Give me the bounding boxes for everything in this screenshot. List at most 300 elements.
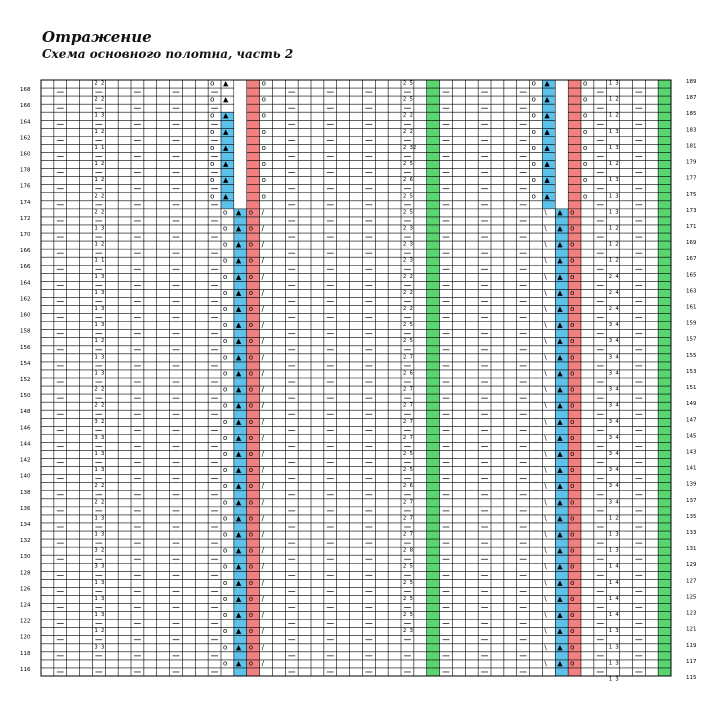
yarn-over-symbol: o (261, 143, 266, 152)
row-number-left: 146 (20, 425, 31, 432)
decrease-symbol: / (261, 433, 264, 442)
triangle-symbol: ▲ (557, 240, 563, 249)
yarn-over-symbol: o (570, 546, 575, 555)
stitch-count-center: 2 7 (403, 386, 413, 393)
row-number-right: 171 (686, 223, 697, 230)
row-number-left: 122 (20, 618, 31, 625)
stitch-count-right: 1 3 (608, 660, 619, 667)
yarn-over-symbol: o (248, 337, 254, 346)
row-number-left: 136 (20, 505, 31, 512)
decrease-symbol: / (261, 659, 264, 668)
triangle-symbol: ▲ (557, 224, 563, 233)
stitch-count-right: 1 3 (608, 144, 619, 151)
row-number-left: 130 (20, 554, 31, 561)
decrease-symbol: \ (544, 643, 547, 652)
triangle-symbol: ▲ (223, 95, 229, 104)
triangle-symbol: ▲ (223, 176, 229, 185)
stitch-count-right: 3 4 (608, 499, 619, 506)
triangle-symbol: ▲ (557, 288, 563, 297)
yarn-over-symbol: o (531, 160, 536, 169)
triangle-symbol: ▲ (557, 353, 563, 362)
row-number-right: 173 (686, 207, 697, 214)
decrease-symbol: / (261, 208, 264, 217)
triangle-symbol: ▲ (223, 127, 229, 136)
stitch-count-left: 1 3 (94, 112, 105, 119)
decrease-symbol: / (261, 288, 264, 297)
stitch-count-center: 2 5 (403, 579, 413, 586)
stitch-count-center: 2 3 (403, 241, 413, 248)
row-number-left: 138 (20, 489, 31, 496)
decrease-symbol: \ (544, 466, 547, 475)
yarn-over-symbol: o (583, 111, 588, 120)
yarn-over-symbol: o (583, 192, 588, 201)
yarn-over-symbol: o (223, 578, 228, 587)
decrease-symbol: / (261, 498, 264, 507)
row-number-right: 163 (686, 288, 697, 295)
stitch-count-right: 1 3 (608, 628, 619, 635)
row-number-left: 148 (20, 409, 31, 416)
triangle-symbol: ▲ (235, 546, 242, 555)
triangle-symbol: ▲ (557, 256, 563, 265)
row-number-left: 160 (20, 312, 31, 319)
decrease-symbol: / (261, 272, 264, 281)
triangle-symbol: ▲ (235, 321, 242, 330)
row-number-right: 179 (686, 159, 697, 166)
triangle-symbol: ▲ (557, 208, 563, 217)
stitch-count-left: 2 2 (94, 483, 105, 490)
stitch-count-right: 1 4 (608, 595, 619, 602)
yarn-over-symbol: o (210, 111, 215, 120)
stitch-count-left: 1 2 (94, 338, 105, 345)
stitch-count-left: 1 2 (94, 128, 105, 135)
stitch-count-left: 2 2 (94, 402, 105, 409)
yarn-over-symbol: o (570, 369, 575, 378)
row-number-right: 157 (686, 336, 697, 343)
stitch-count-right: 3 4 (608, 338, 619, 345)
stitch-count-left: 2 2 (94, 499, 105, 506)
row-number-right: 127 (686, 578, 697, 585)
triangle-symbol: ▲ (235, 240, 242, 249)
yarn-over-symbol: o (583, 143, 588, 152)
stitch-count-left: 3 2 (94, 547, 105, 554)
stitch-count-left: 1 3 (94, 467, 105, 474)
triangle-symbol: ▲ (235, 498, 242, 507)
stitch-count-right: 1 2 (608, 241, 619, 248)
row-number-right: 185 (686, 111, 697, 118)
yarn-over-symbol: o (531, 176, 536, 185)
stitch-count-center: 2 5 (403, 193, 413, 200)
decrease-symbol: \ (544, 562, 547, 571)
stitch-count-left: 1 2 (94, 628, 105, 635)
triangle-symbol: ▲ (557, 562, 563, 571)
yarn-over-symbol: o (570, 353, 575, 362)
row-number-left: 134 (20, 521, 31, 528)
row-number-right: 149 (686, 401, 697, 408)
stitch-count-left: 1 3 (94, 225, 105, 232)
decrease-symbol: \ (544, 433, 547, 442)
decrease-symbol: / (261, 417, 264, 426)
stitch-count-right: 1 3 (608, 177, 619, 184)
stitch-count-center: 2 5 (403, 96, 413, 103)
yarn-over-symbol: o (570, 578, 575, 587)
stitch-count-left: 1 3 (94, 515, 105, 522)
stitch-count-center: 2 32 (403, 144, 417, 151)
row-number-right: 115 (686, 675, 697, 681)
row-number-right: 167 (686, 256, 697, 263)
yarn-over-symbol: o (223, 530, 228, 539)
yarn-over-symbol: o (583, 176, 588, 185)
yarn-over-symbol: o (248, 401, 254, 410)
stitch-count-left: 1 3 (94, 531, 105, 538)
yarn-over-symbol: o (570, 288, 575, 297)
yarn-over-symbol: o (223, 562, 228, 571)
triangle-symbol: ▲ (235, 433, 242, 442)
triangle-symbol: ▲ (544, 95, 550, 104)
stitch-count-center: 2 8 (403, 547, 413, 554)
stitch-count-right: 3 4 (608, 402, 619, 409)
yarn-over-symbol: o (531, 143, 536, 152)
triangle-symbol: ▲ (557, 627, 563, 636)
stitch-count-left: 1 2 (94, 241, 105, 248)
stitch-count-left: 1 3 (94, 273, 105, 280)
yarn-over-symbol: o (223, 240, 228, 249)
triangle-symbol: ▲ (557, 546, 563, 555)
stitch-count-center: 2 7 (403, 434, 413, 441)
triangle-symbol: ▲ (235, 337, 242, 346)
stitch-count-center: 2 2 (403, 306, 413, 313)
stitch-count-right: 1 4 (608, 563, 619, 570)
yarn-over-symbol: o (570, 594, 575, 603)
stitch-count-center: 2 5 (403, 338, 413, 345)
decrease-symbol: / (261, 514, 264, 523)
triangle-symbol: ▲ (235, 643, 242, 652)
stitch-count-right: 3 4 (608, 386, 619, 393)
yarn-over-symbol: o (223, 611, 228, 620)
triangle-symbol: ▲ (544, 127, 550, 136)
yarn-over-symbol: o (248, 369, 254, 378)
stitch-count-center: 2 7 (403, 402, 413, 409)
yarn-over-symbol: o (223, 337, 228, 346)
stitch-count-left: 2 2 (94, 96, 105, 103)
row-number-right: 155 (686, 352, 697, 359)
stitch-count-center: 2 2 (403, 273, 413, 280)
triangle-symbol: ▲ (557, 498, 563, 507)
yarn-over-symbol: o (248, 305, 254, 314)
row-number-left: 132 (20, 538, 31, 545)
stitch-count-right: 2 4 (608, 289, 619, 296)
stitch-count-left: 3 2 (94, 418, 105, 425)
yarn-over-symbol: o (570, 530, 575, 539)
yarn-over-symbol: o (248, 643, 254, 652)
yarn-over-symbol: o (570, 256, 575, 265)
yarn-over-symbol: o (248, 256, 254, 265)
decrease-symbol: \ (544, 401, 547, 410)
yarn-over-symbol: o (570, 466, 575, 475)
decrease-symbol: \ (544, 224, 547, 233)
decrease-symbol: / (261, 321, 264, 330)
row-number-right: 143 (686, 449, 697, 456)
decrease-symbol: \ (544, 578, 547, 587)
triangle-symbol: ▲ (235, 272, 242, 281)
stitch-count-right: 2 4 (608, 273, 619, 280)
yarn-over-symbol: o (223, 449, 228, 458)
row-number-right: 189 (686, 79, 697, 85)
row-number-right: 177 (686, 175, 697, 182)
stitch-count-center: 2 7 (403, 418, 413, 425)
decrease-symbol: \ (544, 498, 547, 507)
triangle-symbol: ▲ (557, 643, 563, 652)
triangle-symbol: ▲ (544, 143, 550, 152)
triangle-symbol: ▲ (235, 466, 242, 475)
yarn-over-symbol: o (261, 79, 266, 88)
row-number-right: 141 (686, 465, 697, 472)
triangle-symbol: ▲ (223, 111, 229, 120)
yarn-over-symbol: o (570, 643, 575, 652)
stitch-count-left: 1 3 (94, 322, 105, 329)
yarn-over-symbol: o (570, 272, 575, 281)
stitch-count-left: 1 3 (94, 306, 105, 313)
decrease-symbol: \ (544, 611, 547, 620)
triangle-symbol: ▲ (235, 385, 242, 394)
yarn-over-symbol: o (223, 224, 228, 233)
stitch-count-center: 2 5 (403, 563, 413, 570)
yarn-over-symbol: o (223, 401, 228, 410)
triangle-symbol: ▲ (544, 176, 550, 185)
triangle-symbol: ▲ (235, 578, 242, 587)
decrease-symbol: \ (544, 627, 547, 636)
row-number-left: 166 (20, 103, 31, 110)
yarn-over-symbol: o (248, 498, 254, 507)
triangle-symbol: ▲ (223, 79, 229, 88)
yarn-over-symbol: o (570, 240, 575, 249)
stitch-count-center: 2 3 (403, 628, 413, 635)
yarn-over-symbol: o (223, 643, 228, 652)
yarn-over-symbol: o (248, 433, 254, 442)
row-number-right: 187 (686, 95, 697, 102)
yarn-over-symbol: o (570, 321, 575, 330)
stitch-count-center: 2 7 (403, 515, 413, 522)
yarn-over-symbol: o (223, 417, 228, 426)
row-number-right: 131 (686, 546, 697, 553)
row-number-left: 140 (20, 473, 31, 480)
row-number-right: 125 (686, 594, 697, 601)
decrease-symbol: / (261, 530, 264, 539)
decrease-symbol: \ (544, 256, 547, 265)
decrease-symbol: \ (544, 288, 547, 297)
yarn-over-symbol: o (248, 272, 254, 281)
triangle-symbol: ▲ (235, 305, 242, 314)
stitch-count-center: 2 5 (403, 322, 413, 329)
row-number-left: 116 (20, 666, 31, 673)
triangle-symbol: ▲ (557, 417, 563, 426)
stitch-count-right: 3 4 (608, 370, 619, 377)
row-number-right: 151 (686, 385, 697, 392)
triangle-symbol: ▲ (223, 160, 229, 169)
decrease-symbol: / (261, 466, 264, 475)
row-number-right: 161 (686, 304, 697, 311)
yarn-over-symbol: o (248, 240, 254, 249)
row-number-right: 147 (686, 417, 697, 424)
triangle-symbol: ▲ (544, 79, 550, 88)
decrease-symbol: / (261, 401, 264, 410)
stitch-count-center: 2 6 (403, 370, 413, 377)
yarn-over-symbol: o (223, 433, 228, 442)
yarn-over-symbol: o (223, 627, 228, 636)
stitch-count-left: 1 3 (94, 289, 105, 296)
stitch-count-right: 1 3 (608, 209, 619, 216)
stitch-count-left: 1 2 (94, 177, 105, 184)
decrease-symbol: \ (544, 449, 547, 458)
stitch-count-right: 2 4 (608, 306, 619, 313)
yarn-over-symbol: o (248, 530, 254, 539)
stitch-count-right: 1 3 (608, 80, 619, 87)
yarn-over-symbol: o (248, 417, 254, 426)
row-number-left: 156 (20, 344, 31, 351)
yarn-over-symbol: o (223, 288, 228, 297)
row-number-left: 126 (20, 586, 31, 593)
yarn-over-symbol: o (210, 95, 215, 104)
triangle-symbol: ▲ (544, 160, 550, 169)
row-number-right: 137 (686, 497, 697, 504)
triangle-symbol: ▲ (235, 594, 242, 603)
stitch-count-right: 3 4 (608, 434, 619, 441)
stitch-count-right: 1 3 (608, 547, 619, 554)
row-number-right: 129 (686, 562, 697, 569)
triangle-symbol: ▲ (557, 611, 563, 620)
stitch-count-right: 1 3 (608, 193, 619, 200)
row-number-right: 119 (686, 642, 697, 649)
row-number-left: 176 (20, 183, 31, 190)
row-number-left: 178 (20, 167, 31, 174)
yarn-over-symbol: o (583, 160, 588, 169)
triangle-symbol: ▲ (235, 530, 242, 539)
yarn-over-symbol: o (248, 466, 254, 475)
decrease-symbol: \ (544, 659, 547, 668)
triangle-symbol: ▲ (235, 401, 242, 410)
decrease-symbol: \ (544, 272, 547, 281)
stitch-count-left: 2 2 (94, 193, 105, 200)
row-number-left: 168 (20, 87, 31, 94)
yarn-over-symbol: o (570, 482, 575, 491)
yarn-over-symbol: o (570, 514, 575, 523)
decrease-symbol: \ (544, 417, 547, 426)
stitch-count-center: 2 7 (403, 354, 413, 361)
triangle-symbol: ▲ (557, 433, 563, 442)
decrease-symbol: / (261, 546, 264, 555)
yarn-over-symbol: o (210, 160, 215, 169)
stitch-count-center: 2 5 (403, 209, 413, 216)
triangle-symbol: ▲ (557, 369, 563, 378)
yarn-over-symbol: o (570, 433, 575, 442)
triangle-symbol: ▲ (557, 272, 563, 281)
row-number-left: 162 (20, 135, 31, 142)
yarn-over-symbol: o (223, 482, 228, 491)
decrease-symbol: \ (544, 514, 547, 523)
yarn-over-symbol: o (531, 111, 536, 120)
stitch-count-center: 2 3 (403, 225, 413, 232)
decrease-symbol: / (261, 353, 264, 362)
decrease-symbol: \ (544, 369, 547, 378)
decrease-symbol: / (261, 482, 264, 491)
row-number-right: 165 (686, 272, 697, 279)
chart-title: Отражение (42, 28, 152, 46)
yarn-over-symbol: o (248, 321, 254, 330)
stitch-count-right: 3 4 (608, 467, 619, 474)
yarn-over-symbol: o (223, 385, 228, 394)
row-number-left: 120 (20, 634, 31, 641)
triangle-symbol: ▲ (557, 321, 563, 330)
row-number-right: 159 (686, 320, 697, 327)
yarn-over-symbol: o (570, 337, 575, 346)
row-number-right: 123 (686, 610, 697, 617)
stitch-count-center: 2 3 (403, 257, 413, 264)
yarn-over-symbol: o (248, 578, 254, 587)
yarn-over-symbol: o (531, 79, 536, 88)
yarn-over-symbol: o (583, 95, 588, 104)
stitch-count-center: 2 2 (403, 112, 413, 119)
yarn-over-symbol: o (223, 546, 228, 555)
stitch-count-left: 2 2 (94, 209, 105, 216)
row-number-right: 183 (686, 127, 697, 134)
triangle-symbol: ▲ (235, 627, 242, 636)
stitch-count-left: 1 3 (94, 612, 105, 619)
row-number-left: 174 (20, 199, 31, 206)
decrease-symbol: \ (544, 321, 547, 330)
decrease-symbol: / (261, 562, 264, 571)
triangle-symbol: ▲ (557, 594, 563, 603)
row-number-left: 172 (20, 215, 31, 222)
chart-subtitle: Схема основного полотна, часть 2 (42, 47, 294, 61)
yarn-over-symbol: o (248, 514, 254, 523)
triangle-symbol: ▲ (235, 224, 242, 233)
yarn-over-symbol: o (248, 224, 254, 233)
decrease-symbol: / (261, 369, 264, 378)
stitch-count-center: 2 6 (403, 177, 413, 184)
row-number-left: 164 (20, 119, 31, 126)
stitch-count-right: 1 3 (608, 128, 619, 135)
row-number-left: 170 (20, 232, 31, 239)
triangle-symbol: ▲ (235, 611, 242, 620)
decrease-symbol: \ (544, 594, 547, 603)
decrease-symbol: \ (544, 305, 547, 314)
yarn-over-symbol: o (223, 321, 228, 330)
stitch-count-right: 1 2 (608, 257, 619, 264)
yarn-over-symbol: o (223, 272, 228, 281)
yarn-over-symbol: o (248, 208, 254, 217)
decrease-symbol: / (261, 385, 264, 394)
row-number-left: 128 (20, 570, 31, 577)
stitch-count-left: 3 3 (94, 434, 105, 441)
triangle-symbol: ▲ (235, 659, 242, 668)
stitch-count-right: 1 4 (608, 579, 619, 586)
yarn-over-symbol: o (583, 127, 588, 136)
row-number-right: 133 (686, 530, 697, 537)
stitch-count-right: 1 3 (608, 531, 619, 538)
triangle-symbol: ▲ (557, 659, 563, 668)
yarn-over-symbol: o (223, 514, 228, 523)
stitch-count-right: 1 3 (608, 676, 619, 683)
yarn-over-symbol: o (261, 111, 266, 120)
triangle-symbol: ▲ (544, 111, 550, 120)
decrease-symbol: / (261, 305, 264, 314)
yarn-over-symbol: o (570, 498, 575, 507)
yarn-over-symbol: o (248, 562, 254, 571)
row-number-right: 175 (686, 191, 697, 198)
decrease-symbol: \ (544, 546, 547, 555)
stitch-count-left: 1 3 (94, 450, 105, 457)
stitch-count-center: 2 5 (403, 80, 413, 87)
triangle-symbol: ▲ (235, 208, 242, 217)
